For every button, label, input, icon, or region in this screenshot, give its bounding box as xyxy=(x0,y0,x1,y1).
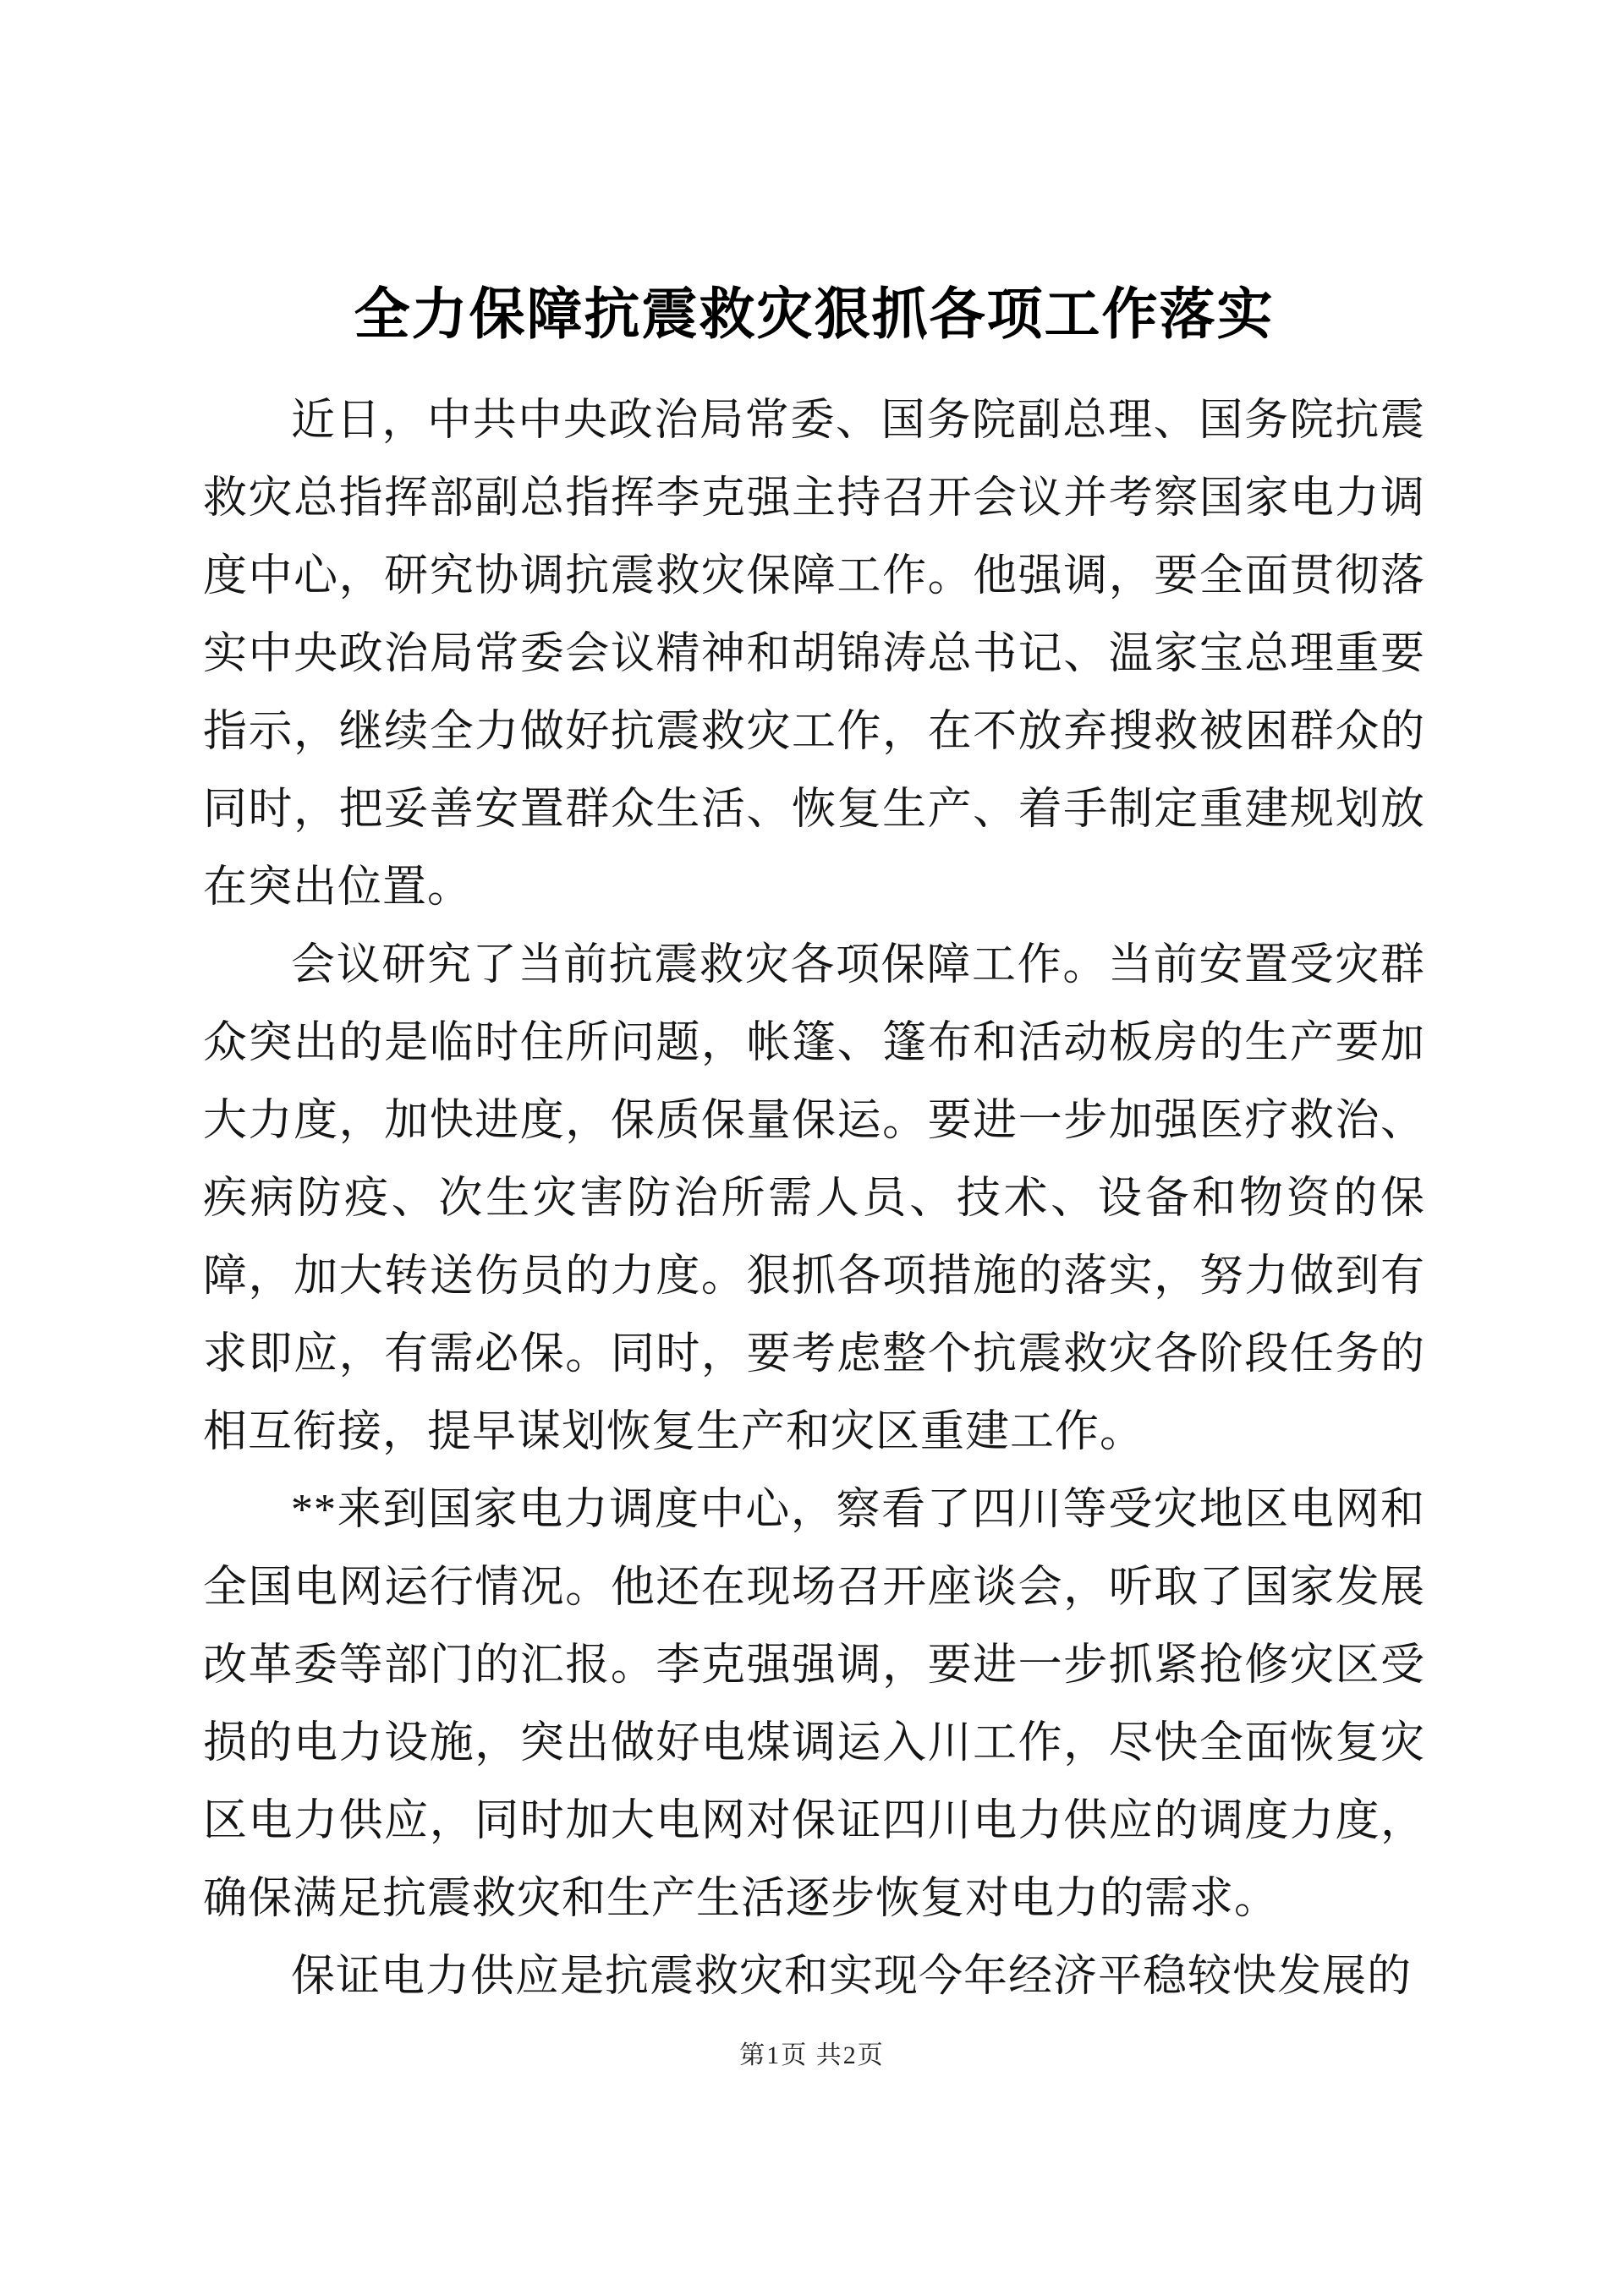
paragraph: 保证电力供应是抗震救灾和实现今年经济平稳较快发展的 xyxy=(291,1952,1413,2001)
page-number-footer: 第1页 共2页 xyxy=(739,2041,885,2069)
document-title: 全力保障抗震救灾狠抓各项工作落实 xyxy=(354,284,1275,346)
paragraph: 会议研究了当前抗震救灾各项保障工作。当前安置受灾群众突出的是临时住所问题，帐篷、篷布和活动板房的生产要加大力度，加快进度，保质保量保运。要进一步加强医疗救治、疾病防疫、次生灾害防治所需人员、技术、设备和物资的保障，加大转送伤员的力度。狠抓各项措施的落实，努力做到有求即应，有需必保。同时，要考虑整个抗震救灾各阶段任务的相互衔接，提早谋划恢复生产和灾区重建工作。 xyxy=(203,940,1425,1456)
document-body xyxy=(203,279,1425,2016)
paragraph: **来到国家电力调度中心，察看了四川等受灾地区电网和全国电网运行情况。他还在现场召开座谈会，听取了国家发展改革委等部门的汇报。李克强强调，要进一步抓紧抢修灾区受损的电力设施，突出做好电煤调运入川工作，尽快全面恢复灾区电力供应，同时加大电网对保证四川电力供应的调度力度，确保满足抗震救灾和生产生活逐步恢复对电力的需求。 xyxy=(203,1485,1425,1923)
paragraph: 近日，中共中央政治局常委、国务院副总理、国务院抗震救灾总指挥部副总指挥李克强主持召开会议并考察国家电力调度中心，研究协调抗震救灾保障工作。他强调，要全面贯彻落实中央政治局常委会议精神和胡锦涛总书记、温家宝总理重要指示，继续全力做好抗震救灾工作，在不放弃搜救被困群众的同时，把妥善安置群众生活、恢复生产、着手制定重建规划放在突出位置。 xyxy=(203,396,1425,912)
